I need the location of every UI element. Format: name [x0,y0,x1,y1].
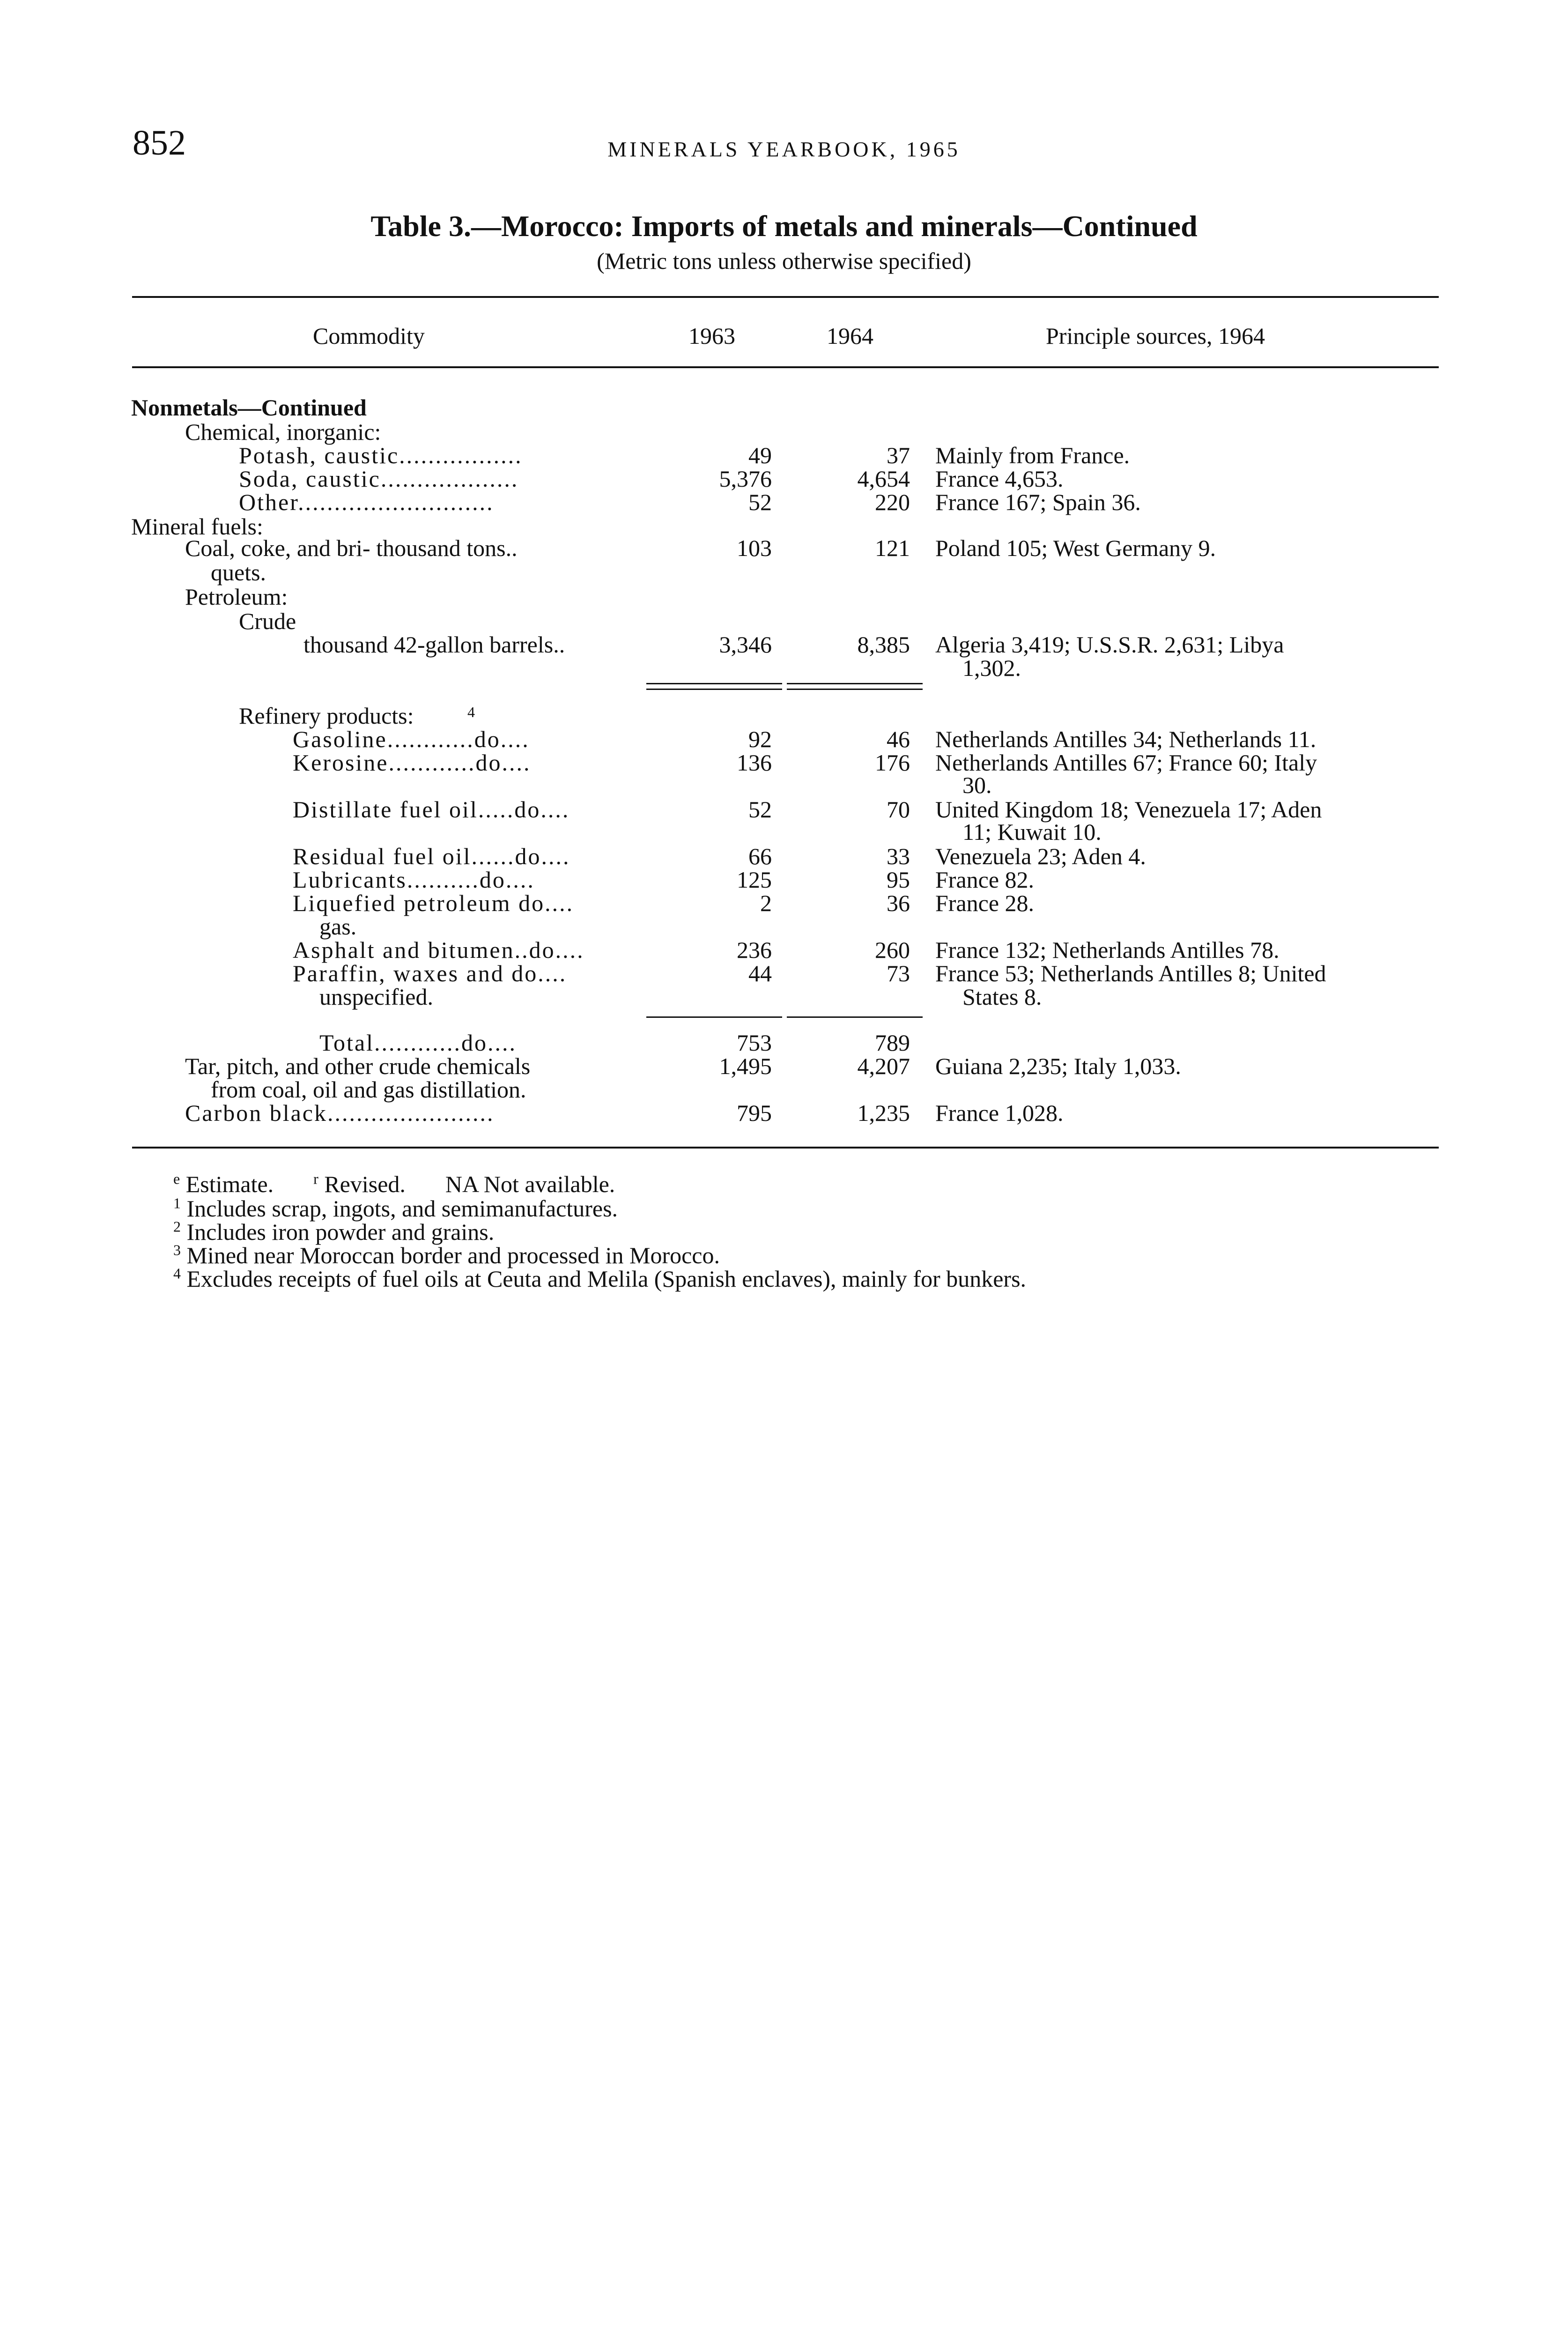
source: Mainly from France. [935,442,1130,468]
table-row [0,584,1568,610]
value-1963: 103 [737,535,772,561]
row-label: Tar, pitch, and other crude chemicals [185,1053,531,1079]
source: 1,302. [962,655,1021,681]
top-rule [132,296,1439,298]
row-label: Residual fuel oil......do.... [293,843,570,869]
value-1964: 260 [875,937,910,963]
source: Algeria 3,419; U.S.S.R. 2,631; Libya [935,631,1284,658]
footnote-text: Estimate. [185,1171,274,1197]
source: Netherlands Antilles 67; France 60; Italy [935,749,1317,776]
table-row [0,960,1568,986]
footnote-2 [173,1220,494,1244]
row-label: Crude [239,608,296,634]
table-row [0,1100,1568,1126]
footnote-estimate [173,1172,615,1196]
row-label: Other........................... [239,489,494,515]
row-label: Total............do.... [319,1030,517,1056]
source: Netherlands Antilles 34; Netherlands 11. [935,726,1317,752]
running-head: MINERALS YEARBOOK, 1965 [607,137,961,161]
value-1964: 73 [887,960,910,986]
source: States 8. [962,984,1042,1010]
source: France 132; Netherlands Antilles 78. [935,937,1280,963]
value-1964: 789 [875,1030,910,1056]
total-rule-1964-b [787,689,923,690]
source: France 53; Netherlands Antilles 8; United [935,960,1326,986]
row-label: from coal, oil and gas distillation. [211,1076,526,1103]
table-row [0,1076,1568,1103]
footnote-text: Revised. [324,1171,406,1197]
source: Venezuela 23; Aden 4. [935,843,1146,869]
table-row [0,631,1568,658]
row-label: Potash, caustic................. [239,442,523,468]
table-row [0,535,1568,561]
value-1963: 1,495 [719,1053,772,1079]
total-rule-1963 [646,683,782,684]
value-1964: 95 [887,867,910,893]
row-label: Gasoline............do.... [293,726,530,752]
value-1964: 121 [875,535,910,561]
table-row [0,419,1568,445]
source: 30. [962,772,992,798]
row-label: gas. [319,913,357,940]
table-row [0,772,1568,798]
table-row [0,703,1568,729]
table-row [0,890,1568,916]
value-1963: 52 [748,796,772,823]
footnote-mark: r [313,1170,318,1187]
footnote-mark: 1 [173,1194,181,1212]
value-1963: 2 [760,890,772,916]
value-1963: 49 [748,442,772,468]
table-title: Table 3.—Morocco: Imports of metals and minerals—Continued [370,209,1198,243]
column-header-sources: Principle sources, 1964 [1046,323,1265,349]
value-1963: 136 [737,749,772,776]
table-row [0,655,1568,681]
source: Guiana 2,235; Italy 1,033. [935,1053,1181,1079]
source: France 82. [935,867,1035,893]
value-1963: 236 [737,937,772,963]
header-rule [132,366,1439,368]
row-label: Coal, coke, and bri- thousand tons.. [185,535,518,561]
bottom-rule [132,1147,1439,1149]
footnote-text: NA Not available. [445,1171,615,1197]
row-label: Paraffin, waxes and do.... [293,960,567,986]
table-row [0,442,1568,468]
row-label: Carbon black....................... [185,1100,495,1126]
value-1963: 92 [748,726,772,752]
table-row [0,394,1568,421]
column-header-1963: 1963 [688,323,735,349]
value-1964: 70 [887,796,910,823]
row-label: Chemical, inorganic: [185,419,381,445]
value-1963: 125 [737,867,772,893]
total-rule-1964 [787,683,923,684]
value-1963: 5,376 [719,466,772,492]
page-number: 852 [133,123,186,163]
table-row [0,913,1568,940]
source: 11; Kuwait 10. [962,819,1102,845]
value-1964: 4,207 [857,1053,910,1079]
source: France 167; Spain 36. [935,489,1141,515]
value-1963: 52 [748,489,772,515]
table-row [0,984,1568,1010]
table-row [0,726,1568,752]
table-row [0,466,1568,492]
footnote-text: Excludes receipts of fuel oils at Ceuta and Melila (Spanish enclaves), mainly for bunkers. [186,1266,1027,1292]
table-row [0,867,1568,893]
value-1964: 220 [875,489,910,515]
column-header-commodity: Commodity [313,323,425,349]
row-label: Asphalt and bitumen..do.... [293,937,584,963]
source: France 4,653. [935,466,1064,492]
source: France 28. [935,890,1035,916]
row-label: Refinery products: [239,703,414,729]
row-label: Nonmetals—Continued [131,394,367,421]
column-header-1964: 1964 [827,323,873,349]
value-1963: 44 [748,960,772,986]
table-row [0,819,1568,845]
row-label: Petroleum: [185,584,288,610]
table-row [0,843,1568,869]
table-row [0,489,1568,515]
footnote-mark: 2 [173,1218,181,1235]
total-rule-2-1964 [787,1016,923,1018]
row-label: Soda, caustic................... [239,466,519,492]
footnote-mark: 3 [173,1241,181,1259]
footnote-4 [173,1267,1026,1291]
footnote-mark: 4 [173,1265,181,1282]
footnote-mark: 4 [467,704,475,720]
value-1964: 36 [887,890,910,916]
row-label: Distillate fuel oil.....do.... [293,796,570,823]
footnote-text: Mined near Moroccan border and processed in Morocco. [186,1242,720,1268]
value-1964: 1,235 [857,1100,910,1126]
row-label: Liquefied petroleum do.... [293,890,574,916]
footnote-3 [173,1243,720,1267]
row-label: Lubricants..........do.... [293,867,535,893]
source: Poland 105; West Germany 9. [935,535,1216,561]
value-1963: 753 [737,1030,772,1056]
table-row [0,937,1568,963]
footnote-1 [173,1196,618,1221]
table-row [0,559,1568,586]
table-row [0,1030,1568,1056]
value-1964: 46 [887,726,910,752]
total-rule-1963-b [646,689,782,690]
source: United Kingdom 18; Venezuela 17; Aden [935,796,1322,823]
row-label: Kerosine............do.... [293,749,531,776]
row-label: quets. [211,559,266,586]
table-subtitle: (Metric tons unless otherwise specified) [597,248,971,274]
value-1964: 37 [887,442,910,468]
value-1963: 66 [748,843,772,869]
value-1963: 3,346 [719,631,772,658]
value-1964: 4,654 [857,466,910,492]
value-1964: 33 [887,843,910,869]
value-1964: 176 [875,749,910,776]
table-row [0,1053,1568,1079]
footnote-text: Includes scrap, ingots, and semimanufactures. [186,1195,618,1222]
footnote-mark: e [173,1170,180,1187]
table-row [0,608,1568,634]
value-1964: 8,385 [857,631,910,658]
footnote-text: Includes iron powder and grains. [186,1219,495,1245]
value-1963: 795 [737,1100,772,1126]
total-rule-2-1963 [646,1016,782,1018]
source: France 1,028. [935,1100,1064,1126]
row-label: Mineral fuels: [131,513,263,540]
row-label: unspecified. [319,984,433,1010]
row-label: thousand 42-gallon barrels.. [303,631,565,658]
